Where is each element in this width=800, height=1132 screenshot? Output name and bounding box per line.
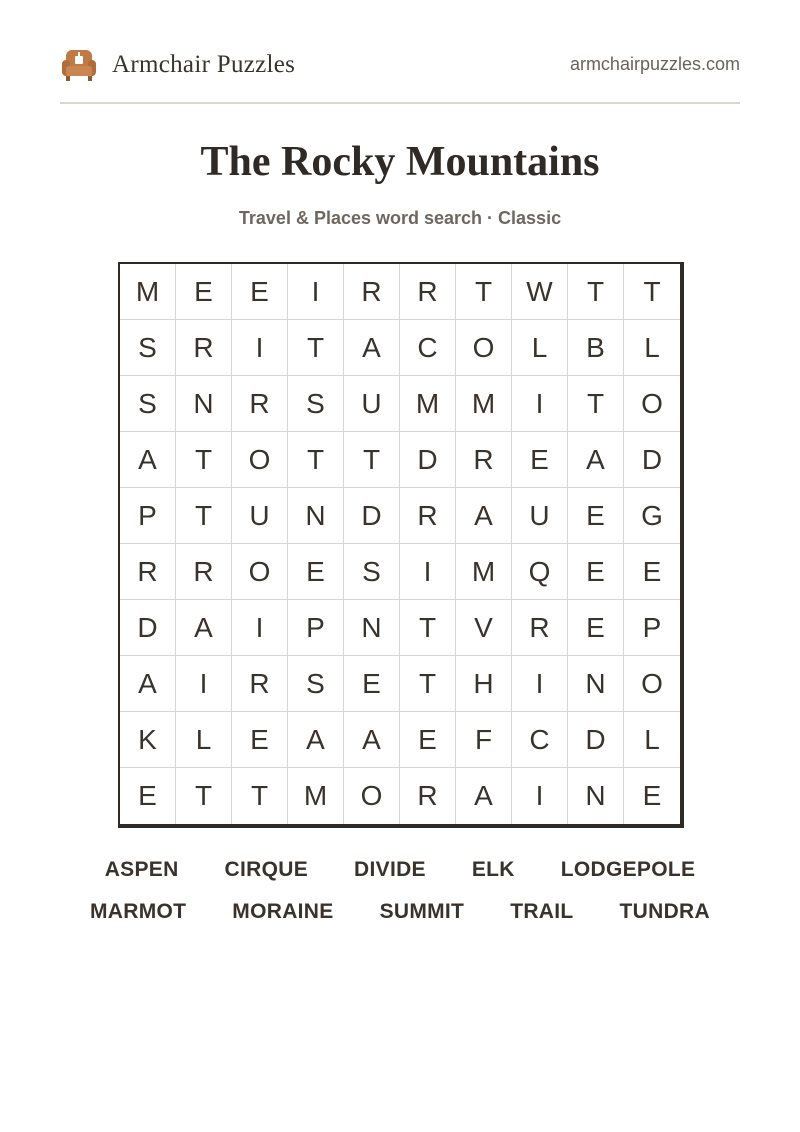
grid-cell[interactable]: T [288, 320, 344, 376]
grid-cell[interactable]: A [456, 768, 512, 824]
grid-cell[interactable]: D [400, 432, 456, 488]
grid-cell[interactable]: E [568, 600, 624, 656]
word-list-item: SUMMIT [379, 900, 465, 923]
armchair-icon [60, 46, 98, 84]
site-url-link[interactable]: armchairpuzzles.com [569, 54, 740, 74]
grid-cell[interactable]: E [512, 432, 568, 488]
grid-cell[interactable]: I [512, 656, 568, 712]
grid-cell[interactable]: A [568, 432, 624, 488]
grid-cell[interactable]: B [568, 320, 624, 376]
grid-cell[interactable]: M [120, 264, 176, 320]
grid-cell[interactable]: N [344, 600, 400, 656]
grid-cell[interactable]: N [568, 768, 624, 824]
grid-cell[interactable]: I [232, 320, 288, 376]
puzzle-subtitle: Travel & Places word search · Classic [238, 208, 562, 228]
grid-cell[interactable]: H [456, 656, 512, 712]
grid-cell[interactable]: O [344, 768, 400, 824]
grid-cell[interactable]: R [120, 544, 176, 600]
grid-cell[interactable]: I [176, 656, 232, 712]
grid-cell[interactable]: I [512, 768, 568, 824]
grid-cell[interactable]: I [232, 600, 288, 656]
grid-cell[interactable]: I [400, 544, 456, 600]
grid-cell[interactable]: U [232, 488, 288, 544]
word-list-item: MARMOT [90, 900, 187, 923]
grid-cell[interactable]: T [456, 264, 512, 320]
grid-cell[interactable]: L [624, 712, 680, 768]
grid-cell[interactable]: E [232, 264, 288, 320]
word-list-item: MORAINE [232, 900, 334, 923]
grid-cell[interactable]: R [344, 264, 400, 320]
grid-cell[interactable]: A [344, 320, 400, 376]
word-list-item: DIVIDE [354, 858, 426, 881]
grid-cell[interactable]: I [512, 376, 568, 432]
word-list-item: ELK [471, 858, 515, 881]
grid-cell[interactable]: T [400, 600, 456, 656]
grid-cell[interactable]: A [288, 712, 344, 768]
word-list-row-2 [0, 900, 800, 924]
grid-cell[interactable]: G [624, 488, 680, 544]
grid-cell[interactable]: D [120, 600, 176, 656]
grid-cell[interactable]: T [176, 432, 232, 488]
grid-cell[interactable]: N [288, 488, 344, 544]
grid-cell[interactable]: E [568, 544, 624, 600]
grid-cell[interactable]: P [288, 600, 344, 656]
grid-cell[interactable]: T [344, 432, 400, 488]
grid-cell[interactable]: T [176, 488, 232, 544]
brand-name: Armchair Puzzles [112, 51, 296, 78]
puzzle-title: The Rocky Mountains [200, 139, 600, 185]
grid-cell[interactable]: U [512, 488, 568, 544]
grid-cell[interactable]: E [288, 544, 344, 600]
grid-cell[interactable]: E [624, 544, 680, 600]
grid-cell[interactable]: D [568, 712, 624, 768]
grid-cell[interactable]: T [568, 264, 624, 320]
grid-cell[interactable]: R [400, 488, 456, 544]
grid-cell[interactable]: N [176, 376, 232, 432]
grid-cell[interactable]: M [400, 376, 456, 432]
grid-cell[interactable]: Q [512, 544, 568, 600]
grid-cell[interactable]: A [120, 656, 176, 712]
grid-cell[interactable]: T [288, 432, 344, 488]
grid-cell[interactable]: U [344, 376, 400, 432]
grid-cell[interactable]: T [568, 376, 624, 432]
grid-cell[interactable]: E [344, 656, 400, 712]
grid-cell[interactable]: M [456, 544, 512, 600]
grid-cell[interactable]: R [232, 656, 288, 712]
grid-cell[interactable]: C [400, 320, 456, 376]
grid-cell[interactable]: E [176, 264, 232, 320]
grid-cell[interactable]: S [120, 376, 176, 432]
grid-cell[interactable]: R [456, 432, 512, 488]
grid-cell[interactable]: R [400, 768, 456, 824]
grid-cell[interactable]: R [176, 544, 232, 600]
grid-cell[interactable]: V [456, 600, 512, 656]
grid-cell[interactable]: M [456, 376, 512, 432]
grid-cell[interactable]: R [400, 264, 456, 320]
grid-cell[interactable]: I [288, 264, 344, 320]
grid-cell[interactable]: S [344, 544, 400, 600]
grid-cell[interactable]: K [120, 712, 176, 768]
grid-cell[interactable]: O [456, 320, 512, 376]
page-header [60, 40, 740, 90]
grid-cell[interactable]: C [512, 712, 568, 768]
grid-cell[interactable]: L [624, 320, 680, 376]
grid-cell[interactable]: E [120, 768, 176, 824]
grid-cell[interactable]: O [624, 376, 680, 432]
grid-cell[interactable]: E [642, 780, 662, 811]
grid-cell[interactable]: D [344, 488, 400, 544]
word-list-item: TRAIL [510, 900, 574, 923]
grid-cell[interactable]: O [624, 656, 680, 712]
grid-cell[interactable]: E [400, 712, 456, 768]
grid-cell[interactable]: R [512, 600, 568, 656]
grid-cell[interactable]: T [176, 768, 232, 824]
grid-cell[interactable]: S [288, 376, 344, 432]
word-list-item: CIRQUE [224, 858, 309, 881]
word-list-item: LODGEPOLE [560, 858, 696, 881]
word-list-item: ASPEN [104, 858, 179, 881]
grid-cell[interactable]: R [176, 320, 232, 376]
grid-cell[interactable]: E [568, 488, 624, 544]
grid-cell[interactable]: N [568, 656, 624, 712]
grid-cell[interactable]: A [176, 600, 232, 656]
grid-cell[interactable]: D [624, 432, 680, 488]
grid-cell[interactable]: A [120, 432, 176, 488]
grid-cell[interactable]: A [456, 488, 512, 544]
grid-cell[interactable]: W [512, 264, 568, 320]
grid-cell[interactable]: T [400, 656, 456, 712]
grid-cell[interactable]: S [120, 320, 176, 376]
grid-cell[interactable]: P [120, 488, 176, 544]
grid-cell[interactable]: T [232, 768, 288, 824]
grid-cell[interactable]: R [232, 376, 288, 432]
grid-cell[interactable]: E [232, 712, 288, 768]
word-list-row-1 [0, 858, 800, 882]
grid-cell[interactable]: L [512, 320, 568, 376]
grid-cell[interactable]: M [288, 768, 344, 824]
grid-cell[interactable]: F [456, 712, 512, 768]
grid-cell[interactable]: O [232, 544, 288, 600]
grid-cell[interactable]: P [624, 600, 680, 656]
brand[interactable] [60, 46, 295, 84]
grid-cell[interactable]: L [176, 712, 232, 768]
word-list-item: TUNDRA [619, 900, 710, 923]
grid-cell[interactable]: S [288, 656, 344, 712]
grid-cell[interactable]: O [232, 432, 288, 488]
grid-cell[interactable]: A [344, 712, 400, 768]
header-divider [60, 102, 740, 104]
grid-cell[interactable]: T [624, 264, 680, 320]
letter-grid [118, 262, 684, 828]
